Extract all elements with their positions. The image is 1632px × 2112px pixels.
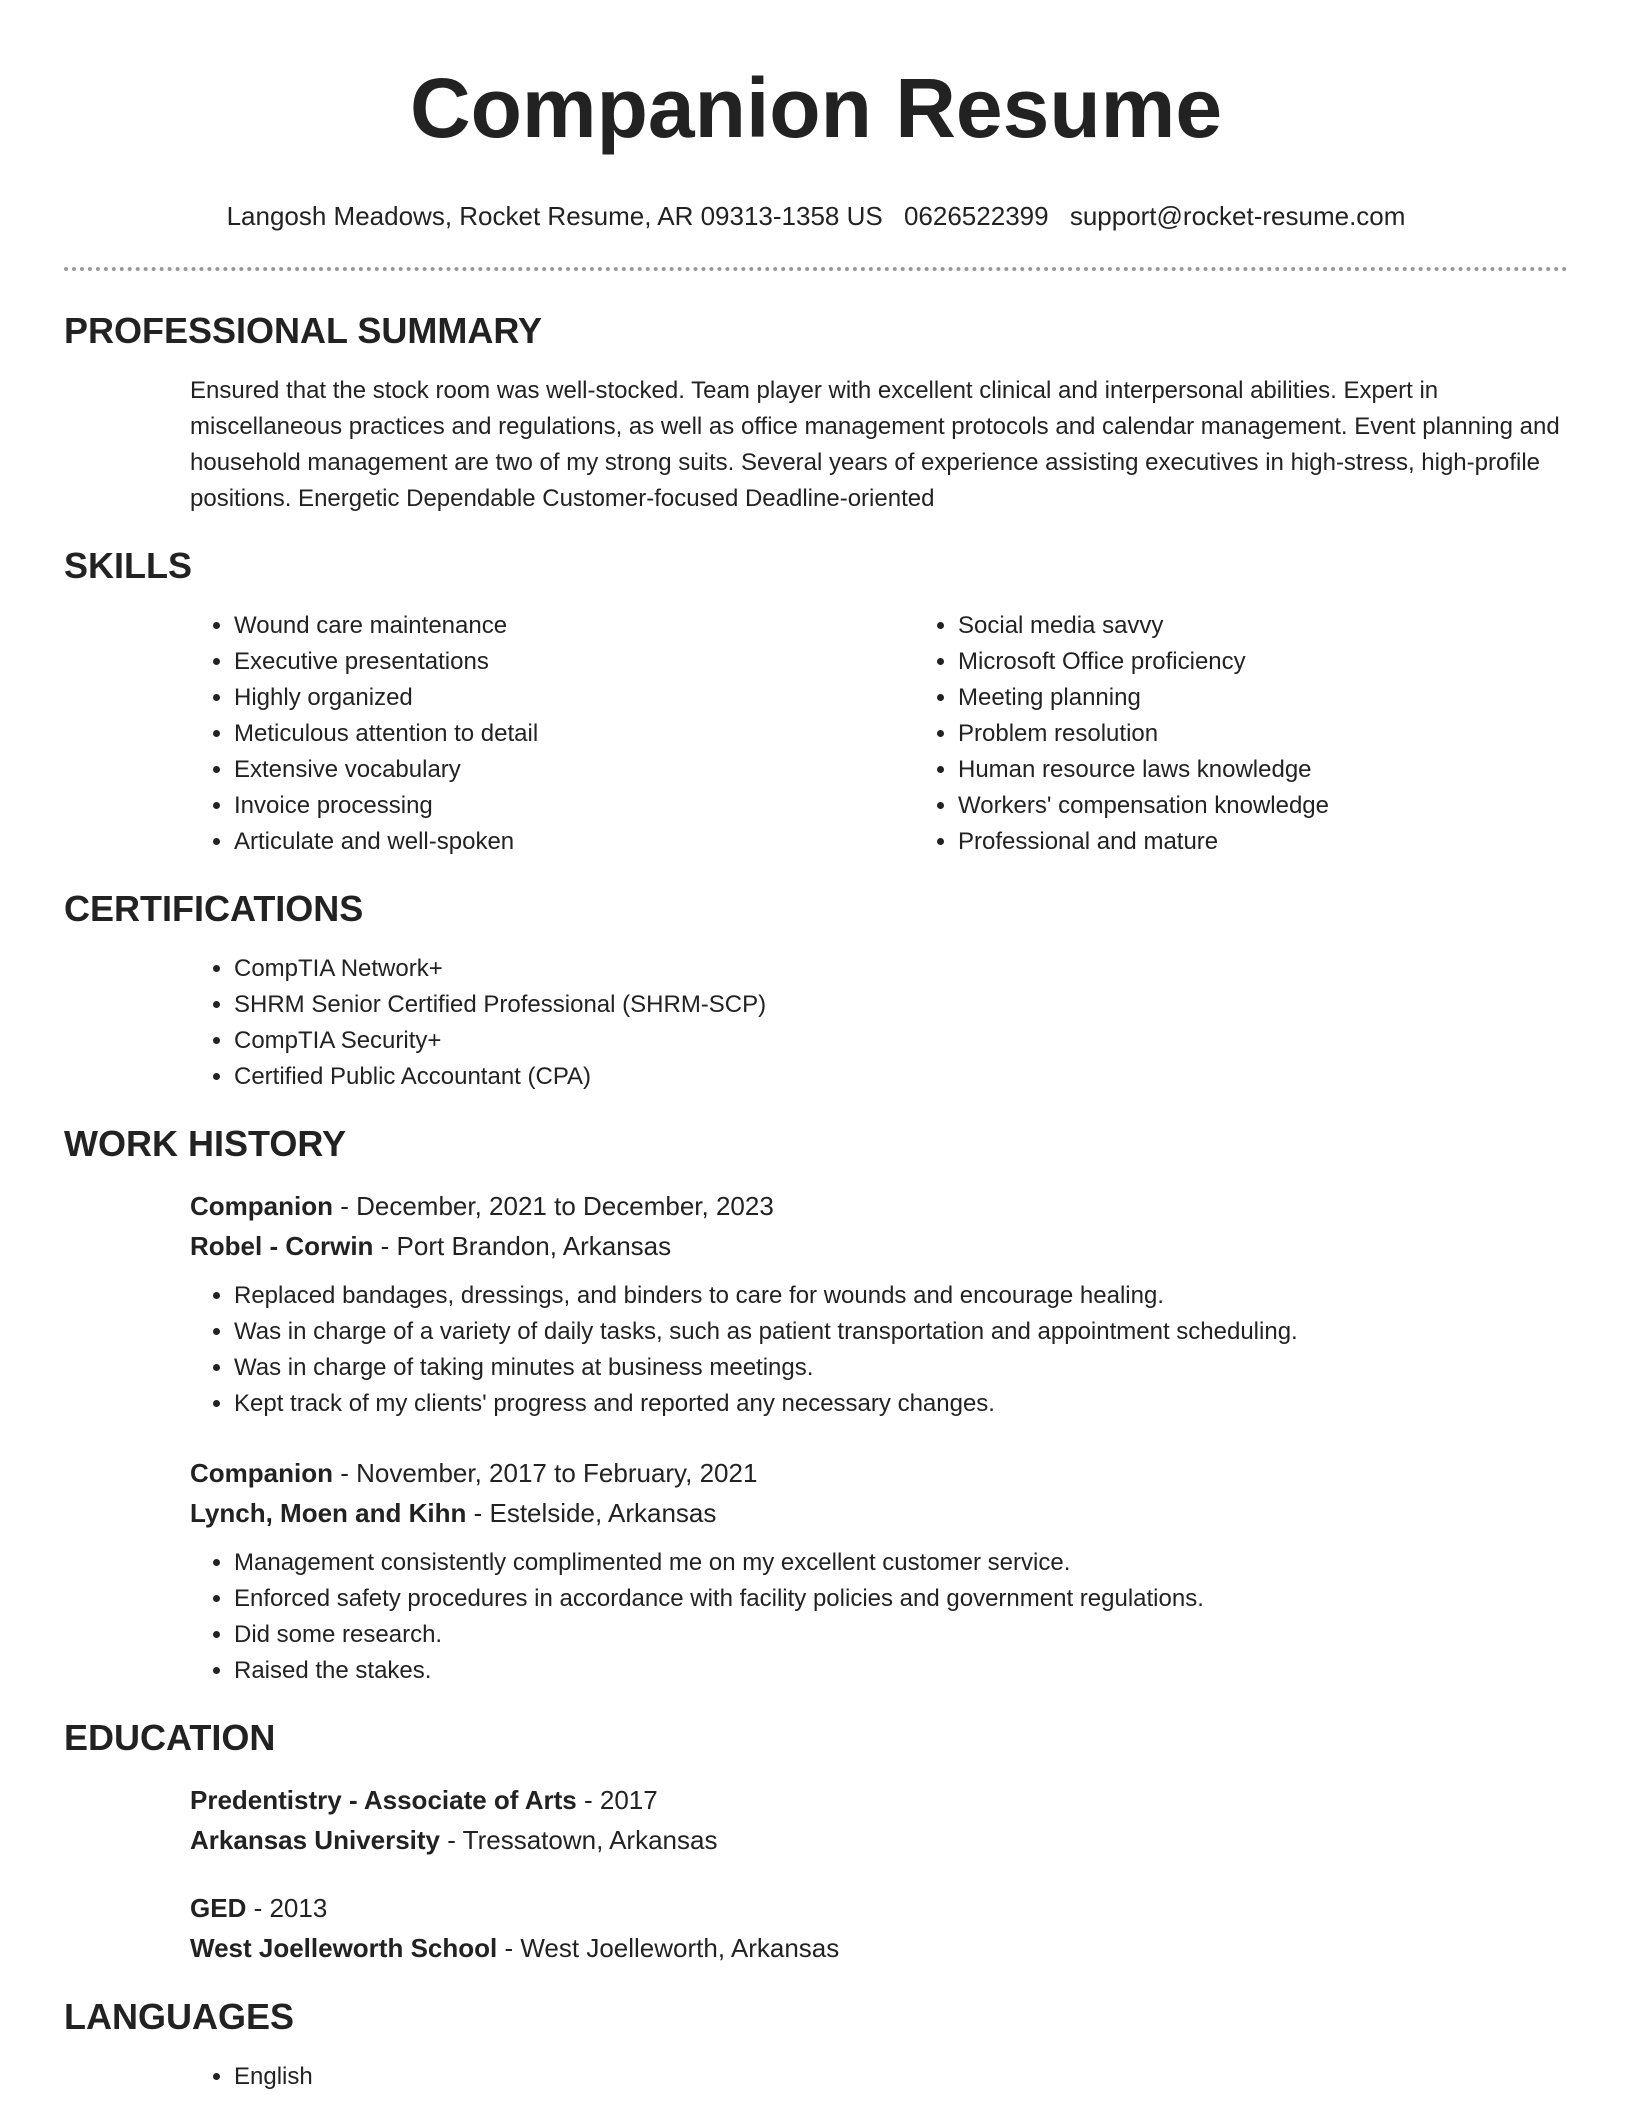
job-company: Robel - Corwin bbox=[190, 1231, 374, 1261]
job-bullet: • Was in charge of taking minutes at business meetings. bbox=[234, 1350, 1568, 1386]
job-bullet: • Did some research. bbox=[234, 1617, 1568, 1653]
degree: Predentistry - Associate of Arts bbox=[190, 1785, 577, 1815]
degree-year: - 2013 bbox=[246, 1893, 328, 1923]
job-title: Companion bbox=[190, 1458, 333, 1488]
certification-item: • SHRM Senior Certified Professional (SHRM-SCP) bbox=[234, 987, 1568, 1023]
degree-line bbox=[190, 1780, 1568, 1820]
skill-item: • Meticulous attention to detail bbox=[234, 716, 914, 752]
job-bullet: • Management consistently complimented me on my excellent customer service. bbox=[234, 1545, 1568, 1581]
skill-item: • Articulate and well-spoken bbox=[234, 824, 914, 860]
certifications-list bbox=[64, 951, 1568, 1095]
skills-list bbox=[64, 608, 1568, 860]
summary-text: Ensured that the stock room was well-stocked. Team player with excellent clinical and interpersonal abilities. Expert in miscellaneous practices and regulations, as well as office management protocols and calendar management. Event planning and household management are two of my strong suits. Several years of experience assisting executives in high-stress, high-profile positions. Energetic Dependable Customer-focused Deadline-oriented bbox=[190, 377, 1560, 512]
certifications-bullets bbox=[190, 951, 1568, 1095]
header-divider bbox=[64, 267, 1568, 271]
job-location: - Port Brandon, Arkansas bbox=[373, 1231, 672, 1261]
summary-heading: PROFESSIONAL SUMMARY bbox=[64, 310, 543, 351]
school: Arkansas University bbox=[190, 1825, 441, 1855]
job-company: Lynch, Moen and Kihn bbox=[190, 1498, 467, 1528]
resume-title: Companion Resume bbox=[409, 61, 1223, 155]
education-entry bbox=[64, 1888, 1568, 1968]
skill-item: • Social media savvy bbox=[958, 608, 1568, 644]
skill-item: • Highly organized bbox=[234, 680, 914, 716]
job-dates: - November, 2017 to February, 2021 bbox=[333, 1458, 758, 1488]
skill-item: • Invoice processing bbox=[234, 788, 914, 824]
contact-email: support@rocket-resume.com bbox=[1069, 201, 1406, 231]
skill-item: • Professional and mature bbox=[958, 824, 1568, 860]
skill-item: • Human resource laws knowledge bbox=[958, 752, 1568, 788]
skill-item: • Workers' compensation knowledge bbox=[958, 788, 1568, 824]
skill-item: • Executive presentations bbox=[234, 644, 914, 680]
job-bullet: • Raised the stakes. bbox=[234, 1653, 1568, 1689]
job-bullets bbox=[190, 1278, 1568, 1422]
certification-item: • Certified Public Accountant (CPA) bbox=[234, 1059, 1568, 1095]
skills-right-column bbox=[914, 608, 1568, 860]
school: West Joelleworth School bbox=[190, 1933, 498, 1963]
languages-heading: LANGUAGES bbox=[64, 1996, 295, 2037]
education-entry bbox=[64, 1780, 1568, 1860]
job-bullet: • Was in charge of a variety of daily tasks, such as patient transportation and appointment scheduling. bbox=[234, 1314, 1568, 1350]
contact-address: Langosh Meadows, Rocket Resume, AR 09313-1358 US bbox=[226, 201, 883, 231]
job-company-line bbox=[190, 1226, 1568, 1266]
languages-list bbox=[64, 2059, 1568, 2095]
contact-line bbox=[64, 200, 1568, 232]
certification-item: • CompTIA Network+ bbox=[234, 951, 1568, 987]
skills-left-column bbox=[190, 608, 914, 860]
job-bullet: • Replaced bandages, dressings, and binders to care for wounds and encourage healing. bbox=[234, 1278, 1568, 1314]
skill-item: • Wound care maintenance bbox=[234, 608, 914, 644]
degree-year: - 2017 bbox=[576, 1785, 658, 1815]
education-heading: EDUCATION bbox=[64, 1717, 276, 1758]
skill-item: • Meeting planning bbox=[958, 680, 1568, 716]
job-bullet: • Kept track of my clients' progress and reported any necessary changes. bbox=[234, 1386, 1568, 1422]
job-location: - Estelside, Arkansas bbox=[466, 1498, 717, 1528]
job-bullets bbox=[190, 1545, 1568, 1689]
degree-line bbox=[190, 1888, 1568, 1928]
job-title: Companion bbox=[190, 1191, 333, 1221]
languages-bullets bbox=[190, 2059, 1568, 2095]
certifications-heading: CERTIFICATIONS bbox=[64, 888, 364, 929]
degree: GED bbox=[190, 1893, 247, 1923]
school-location: - Tressatown, Arkansas bbox=[440, 1825, 718, 1855]
job-title-line bbox=[190, 1186, 1568, 1226]
job-entry bbox=[64, 1186, 1568, 1422]
skill-item: • Extensive vocabulary bbox=[234, 752, 914, 788]
school-line bbox=[190, 1928, 1568, 1968]
job-company-line bbox=[190, 1493, 1568, 1533]
school-location: - West Joelleworth, Arkansas bbox=[497, 1933, 840, 1963]
certification-item: • CompTIA Security+ bbox=[234, 1023, 1568, 1059]
contact-phone: 0626522399 bbox=[903, 201, 1049, 231]
skill-item: • Microsoft Office proficiency bbox=[958, 644, 1568, 680]
skills-heading: SKILLS bbox=[64, 545, 193, 586]
work-history-heading: WORK HISTORY bbox=[64, 1123, 347, 1164]
job-dates: - December, 2021 to December, 2023 bbox=[333, 1191, 774, 1221]
job-entry bbox=[64, 1453, 1568, 1689]
job-title-line bbox=[190, 1453, 1568, 1493]
school-line bbox=[190, 1820, 1568, 1860]
language-item: • English bbox=[234, 2059, 1568, 2095]
skill-item: • Problem resolution bbox=[958, 716, 1568, 752]
job-bullet: • Enforced safety procedures in accordance with facility policies and government regulations. bbox=[234, 1581, 1568, 1617]
